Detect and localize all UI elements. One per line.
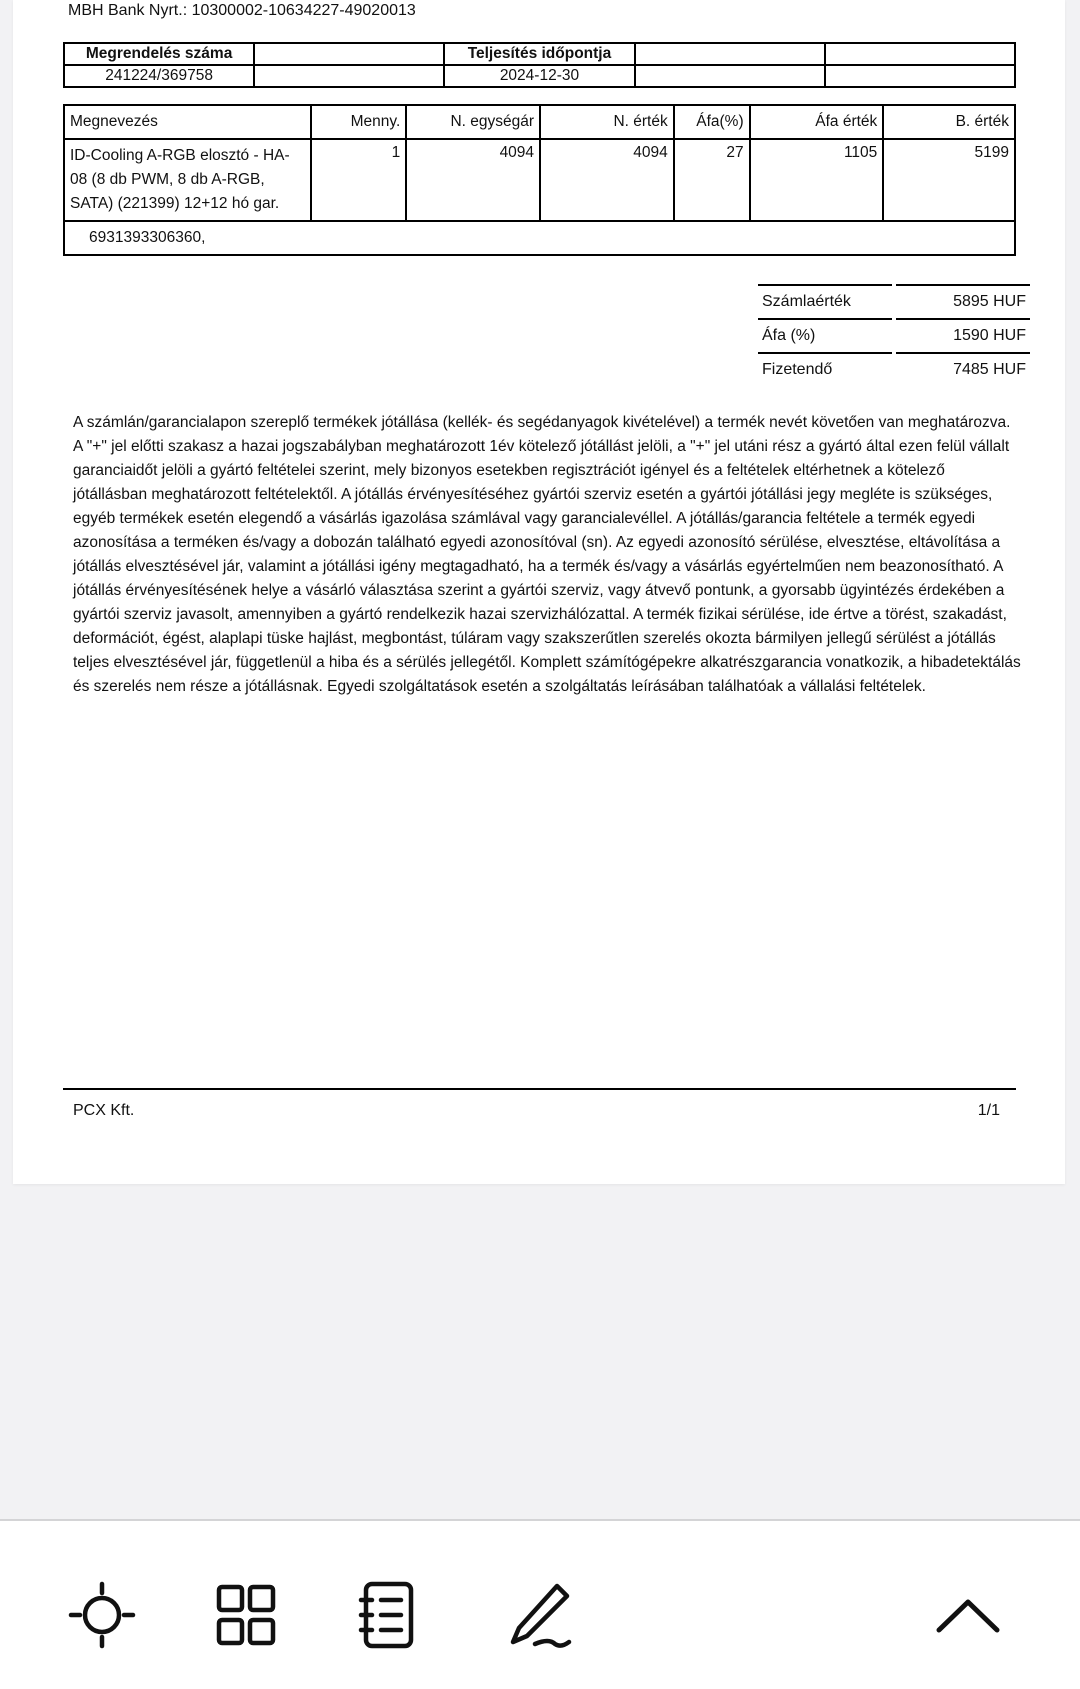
- warranty-terms: A számlán/garancialapon szereplő termékek jótállása (kellék- és segédanyagok kivételével) a termék nevét követően van meghatározva. A "+" jel előtti szakasz a hazai jogszabályban meghatározott 1év kötelező jótállást jelöli, a "+" jel utáni rész a gyártó által ezen felül vállalt garanciaidőt jelöli a gyártó feltételei szerint, mely bizonyos esetekben regisztrációt igényel és a feltételek eltérhetnek a kötelező jótállásban meghatározott feltételektől. A jótállás érvényesítéséhez gyártói szerviz esetén a gyártói jótállási jegy megléte is szükséges, egyéb termékek esetén elegendő a vásárlás igazolása számlával vagy garancialevéllel. A jótállás/garancia feltétele a termék egyedi azonosítása a terméken és/vagy a dobozán található egyedi azonosítóval (sn). Az egyedi azonosító sérülése, elvesztése, eltávolítása a jótállás elvesztésével jár, valamint a jótállási igény megtagadható, ha a termék és/vagy a vásárlás egyértelműen nem beazonosítható. A jótállás érvényesítésének helye a vásárló választása szerint a gyártói szerviz, vagy átvevő pontunk, a gyorsabb ügyintézés érdekében a gyártói szerviz javasolt, amennyiben a gyártó rendelkezik hazai szervizhálózattal. A termék fizikai sérülése, ide értve a törést, szakadást, deformációt, égést, alaplapi tüske hajlást, megbontást, túláram vagy szakszerűtlen szerelés okozta bármilyen jellegű sérülést a jótállás teljes elvesztésével jár, függetlenül a hiba és a sérülés jellegétől. Komplett számítógépekre alkatrészgarancia vonatkozik, a hibadetektálás és szerelés nem része a jótállásnak. Egyedi szolgáltatások esetén a szolgáltatás leírásában találhatóak a vállalási feltételek.: [73, 414, 1021, 695]
- totals-table: [758, 284, 1030, 386]
- grid-icon: [211, 1580, 281, 1650]
- fulfillment-label: Teljesítés időpontja: [444, 43, 634, 65]
- brightness-button[interactable]: [62, 1575, 142, 1655]
- header-qty: Menny.: [311, 105, 406, 139]
- empty-cell: [635, 65, 825, 87]
- total-label: Számlaérték: [758, 285, 892, 319]
- total-label: Áfa (%): [758, 319, 892, 353]
- pen-icon: [505, 1580, 575, 1650]
- item-unit-price: 4094: [406, 139, 540, 221]
- header-vat-pct: Áfa(%): [674, 105, 750, 139]
- empty-cell: [825, 65, 1015, 87]
- notes-button[interactable]: [348, 1575, 428, 1655]
- thumbnails-button[interactable]: [206, 1575, 286, 1655]
- markup-button[interactable]: [500, 1575, 580, 1655]
- bank-account-line: MBH Bank Nyrt.: 10300002-10634227-49020013: [68, 2, 416, 19]
- brightness-icon: [67, 1580, 137, 1650]
- total-row: [758, 353, 1030, 386]
- notes-icon: [353, 1580, 423, 1650]
- items-table: [63, 104, 1016, 256]
- item-vat-pct: 27: [674, 139, 750, 221]
- total-value: 5895 HUF: [896, 285, 1030, 319]
- item-gross-value: 5199: [883, 139, 1015, 221]
- table-row: [64, 139, 1015, 221]
- item-qty: 1: [311, 139, 406, 221]
- empty-cell: [254, 65, 444, 87]
- empty-cell: [825, 43, 1015, 65]
- order-info-table: [63, 42, 1016, 88]
- total-value: 7485 HUF: [896, 353, 1030, 386]
- total-value: 1590 HUF: [896, 319, 1030, 353]
- order-number: 241224/369758: [64, 65, 254, 87]
- order-number-label: Megrendelés száma: [64, 43, 254, 65]
- total-row: [758, 319, 1030, 353]
- header-unit-price: N. egységár: [406, 105, 540, 139]
- header-net-value: N. érték: [540, 105, 674, 139]
- item-net-value: 4094: [540, 139, 674, 221]
- barcode-row: [64, 221, 1015, 255]
- footer-company: PCX Kft.: [73, 1102, 135, 1119]
- header-gross-value: B. érték: [883, 105, 1015, 139]
- empty-cell: [635, 43, 825, 65]
- item-name: ID-Cooling A-RGB elosztó - HA-08 (8 db PWM, 8 db A-RGB, SATA) (221399) 12+12 hó gar.: [64, 139, 311, 221]
- header-vat-value: Áfa érték: [750, 105, 884, 139]
- items-header-row: [64, 105, 1015, 139]
- document-page: [13, 0, 1065, 1184]
- item-barcode: 6931393306360,: [64, 221, 1015, 255]
- collapse-button[interactable]: [928, 1575, 1008, 1655]
- footer-divider: [63, 1088, 1016, 1090]
- chevron-up-icon: [933, 1580, 1003, 1650]
- fulfillment-date: 2024-12-30: [444, 65, 634, 87]
- total-row: [758, 285, 1030, 319]
- header-name: Megnevezés: [64, 105, 311, 139]
- footer-page-number: 1/1: [977, 1102, 1000, 1119]
- total-label: Fizetendő: [758, 353, 892, 386]
- empty-cell: [254, 43, 444, 65]
- bottom-toolbar: [0, 1519, 1080, 1689]
- item-vat-value: 1105: [750, 139, 884, 221]
